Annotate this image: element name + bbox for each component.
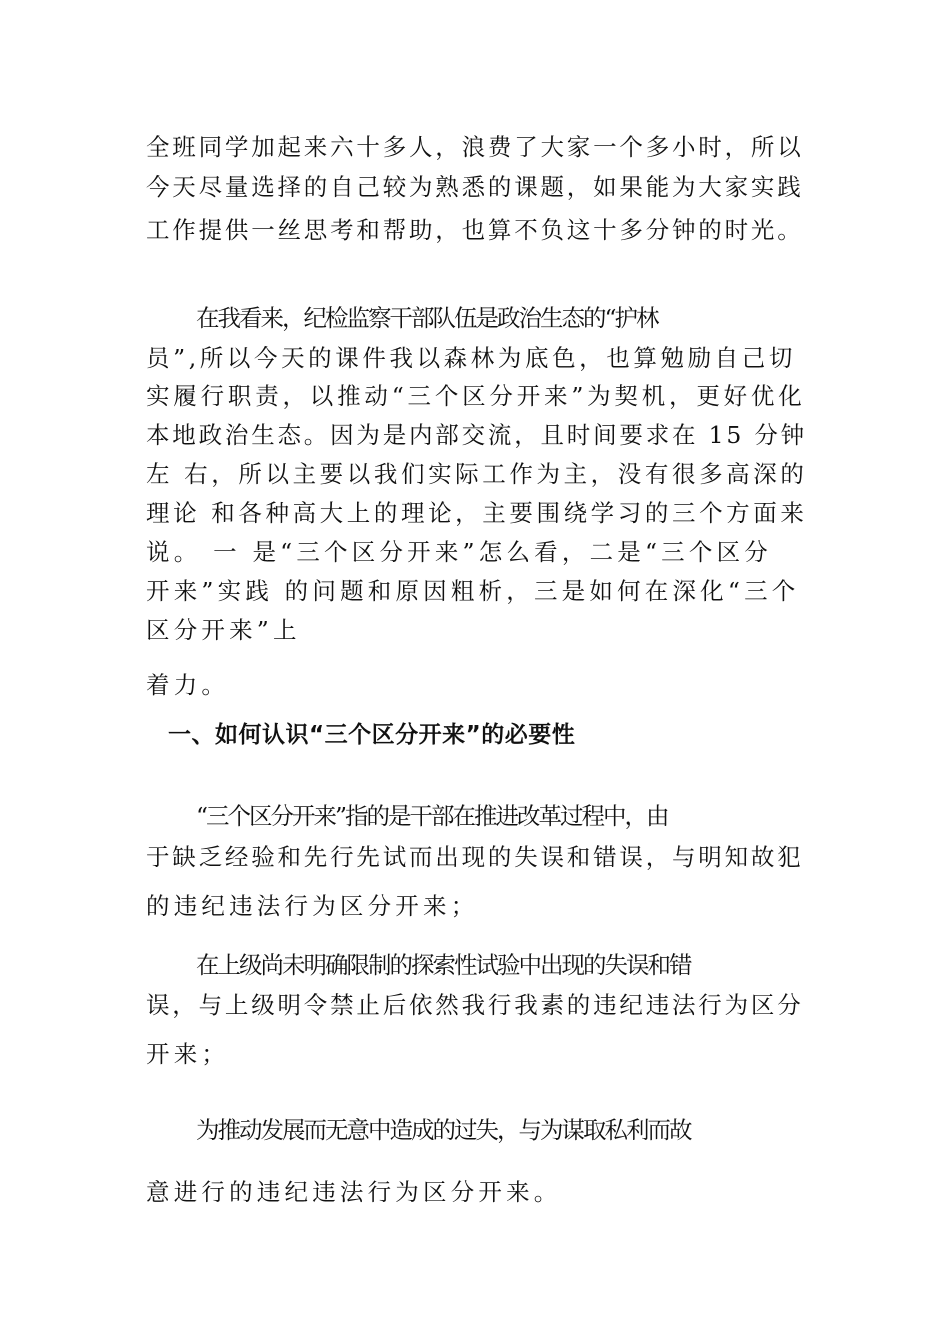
paragraph-2-line-7: 说。 一 是“三个区分开来”怎么看，二是“三个区分 bbox=[146, 538, 772, 566]
paragraph-4-line-1: 在上级尚未明确限制的探索性试验中出现的失误和错 bbox=[196, 951, 691, 979]
paragraph-2-line-10: 着力。 bbox=[146, 671, 230, 699]
paragraph-1-line-3: 工作提供一丝思考和帮助，也算不负这十多分钟的时光。 bbox=[146, 216, 804, 244]
paragraph-5-line-1: 为推动发展而无意中造成的过失，与为谋取私利而故 bbox=[196, 1116, 691, 1144]
paragraph-2-line-8: 开来”实践 的问题和原因粗析，三是如何在深化“三个 bbox=[146, 577, 800, 605]
section-heading-1: 一、如何认识“三个区分开来”的必要性 bbox=[168, 722, 576, 748]
paragraph-2-line-9: 区分开来”上 bbox=[146, 616, 301, 644]
paragraph-3-line-3: 的违纪违法行为区分开来； bbox=[146, 892, 479, 920]
paragraph-4-line-3: 开来； bbox=[146, 1040, 230, 1068]
paragraph-2-line-2: 员”,所以今天的课件我以森林为底色，也算勉励自己切 bbox=[146, 344, 796, 372]
paragraph-4-line-2: 误，与上级明令禁止后依然我行我素的违纪违法行为区分 bbox=[146, 991, 804, 1019]
paragraph-2-line-1: 在我看来，纪检监察干部队伍是政治生态的“护林 bbox=[196, 304, 658, 332]
paragraph-1-line-2: 今天尽量选择的自己较为熟悉的课题，如果能为大家实践 bbox=[146, 173, 804, 201]
paragraph-5-line-2: 意进行的违纪违法行为区分开来。 bbox=[146, 1178, 562, 1206]
paragraph-2-line-5: 左 右，所以主要以我们实际工作为主，没有很多高深的 bbox=[146, 460, 808, 488]
paragraph-2-line-4: 本地政治生态。因为是内部交流，且时间要求在 15 分钟 bbox=[146, 421, 807, 449]
paragraph-1-line-1: 全班同学加起来六十多人，浪费了大家一个多小时，所以 bbox=[146, 133, 804, 161]
paragraph-3-line-1: “三个区分开来”指的是干部在推进改革过程中，由 bbox=[196, 802, 668, 830]
paragraph-2-line-6: 理论 和各种高大上的理论，主要围绕学习的三个方面来 bbox=[146, 499, 808, 527]
paragraph-2-line-3: 实履行职责，以推动“三个区分开来”为契机，更好优化 bbox=[146, 382, 806, 410]
paragraph-3-line-2: 于缺乏经验和先行先试而出现的失误和错误，与明知故犯 bbox=[146, 843, 804, 871]
